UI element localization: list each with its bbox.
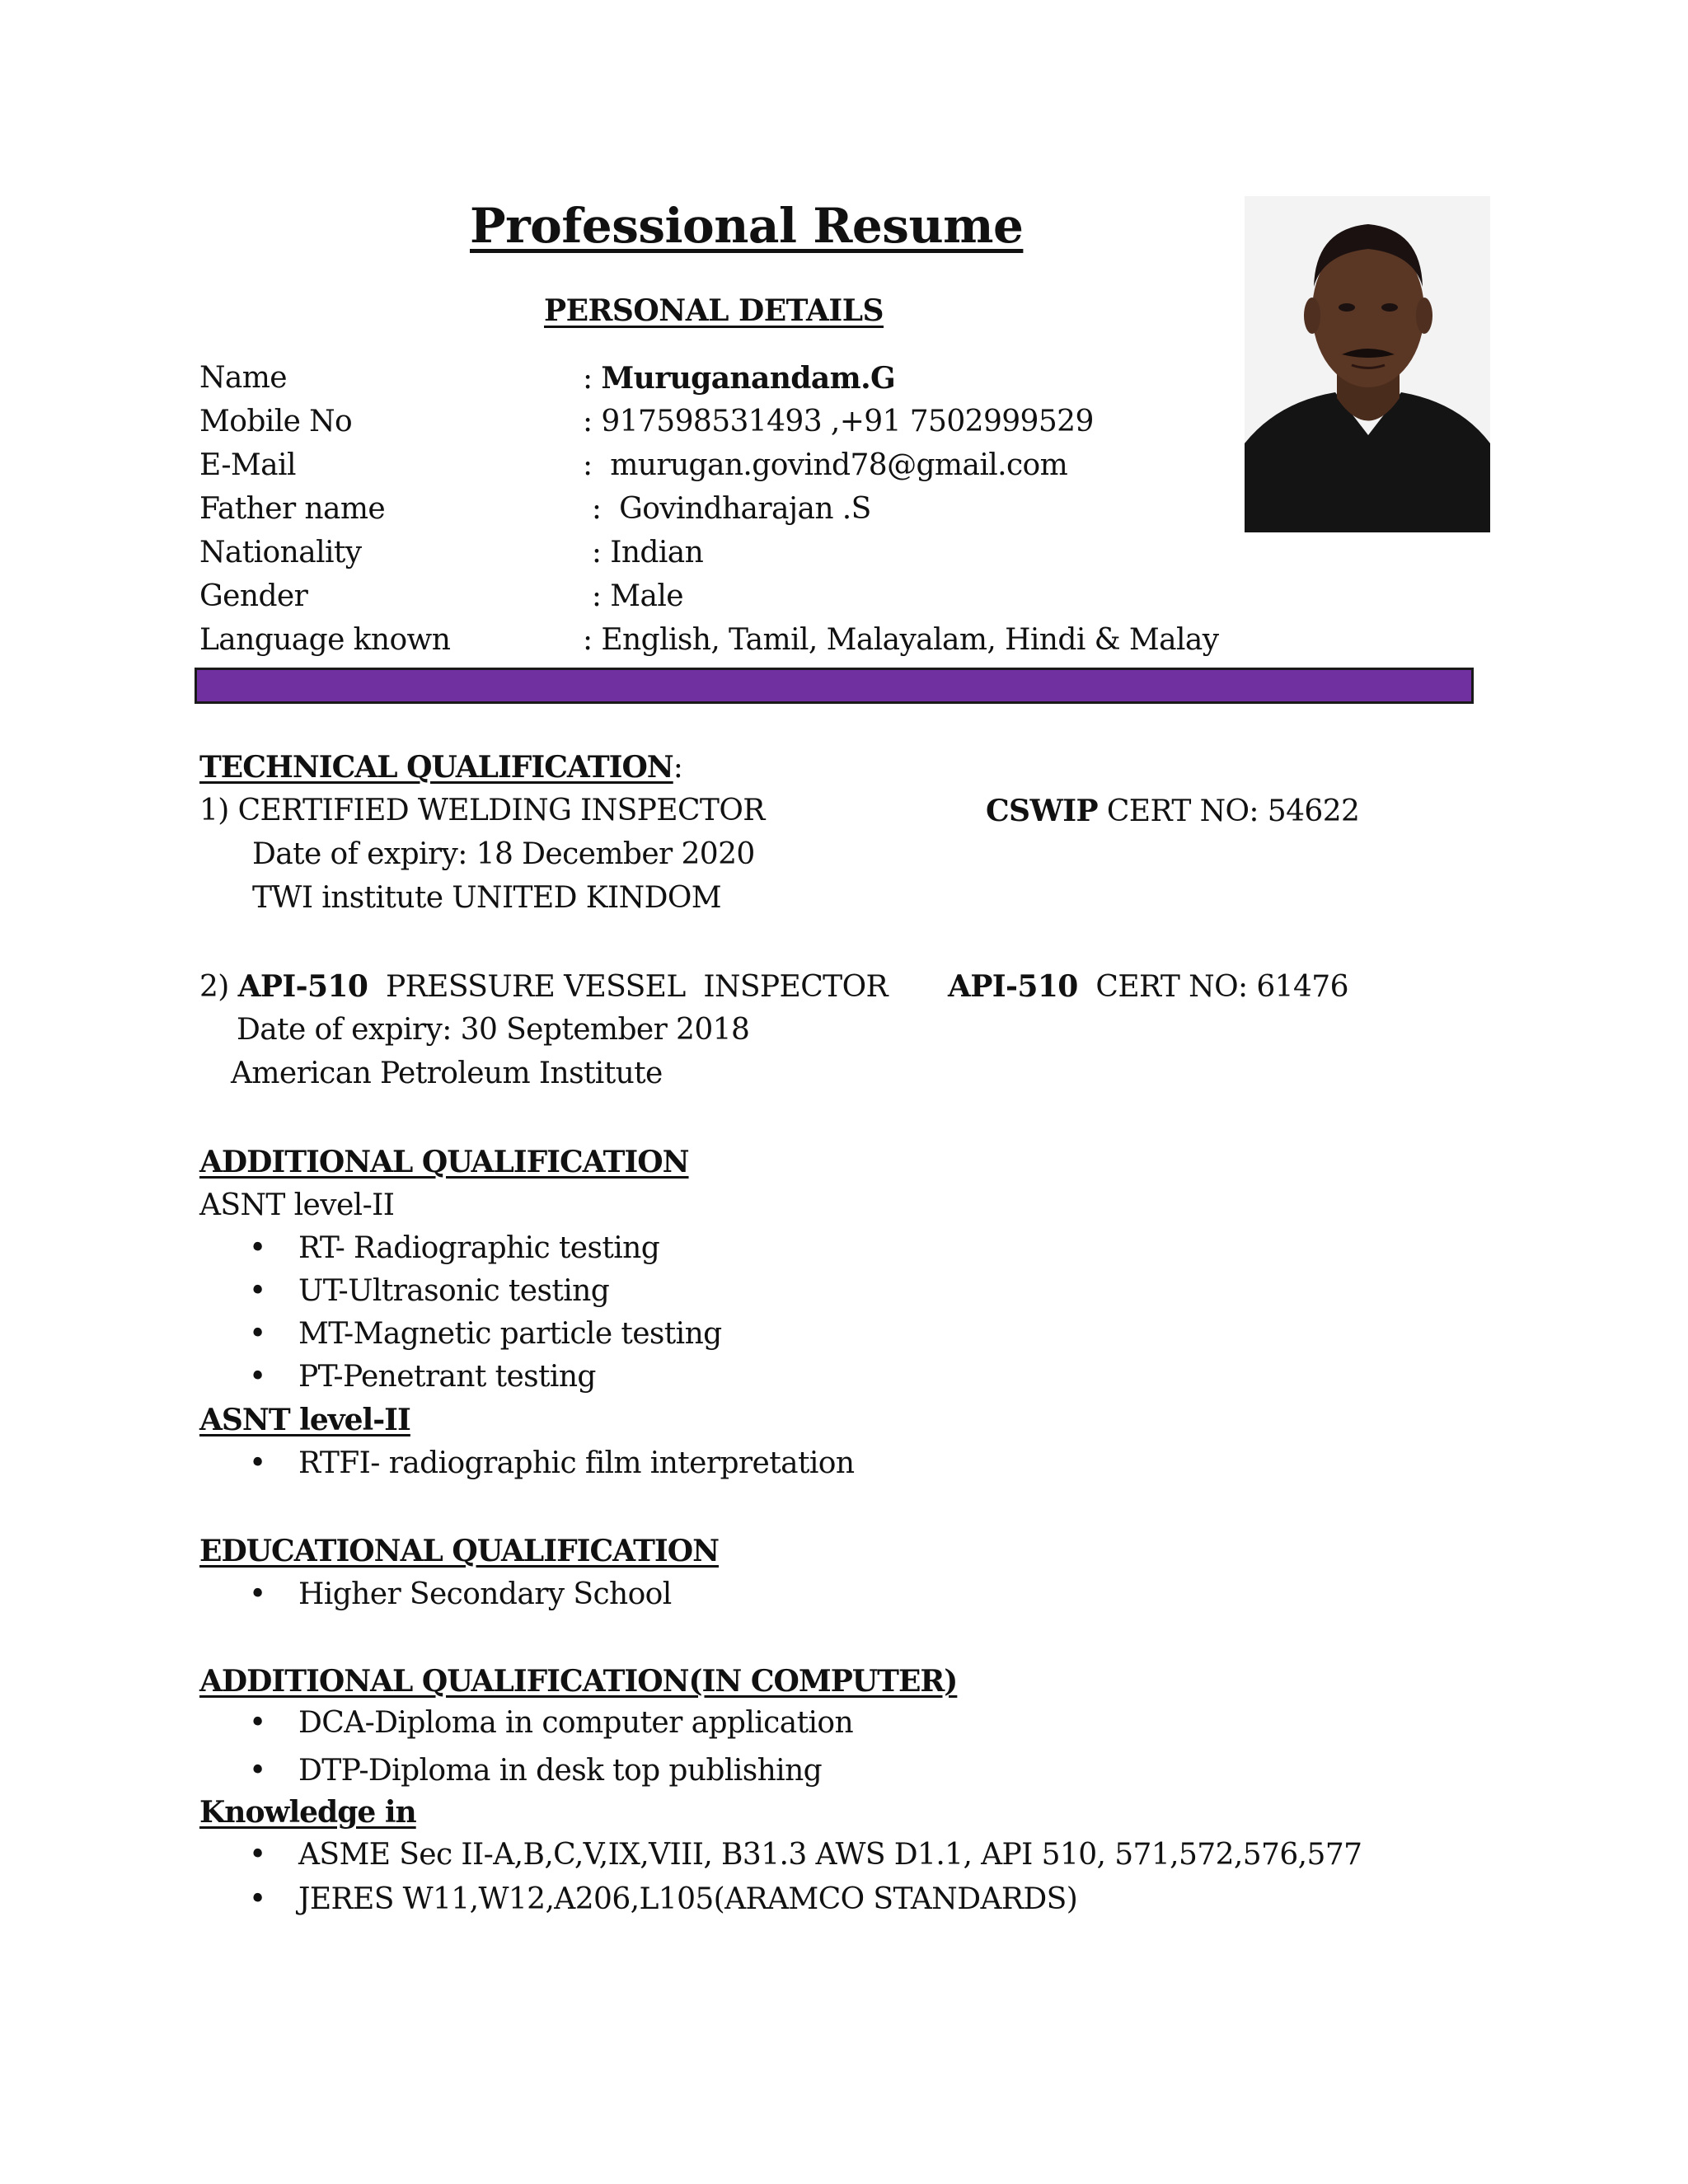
email-value: murugan.govind78@gmail.com: [610, 448, 1068, 482]
personal-details-heading: PERSONAL DETAILS: [544, 293, 884, 328]
list-item-text: UT-Ultrasonic testing: [298, 1274, 610, 1308]
bullet-icon: •: [249, 1754, 266, 1788]
asnt-level2-heading: ASNT level-II: [199, 1403, 410, 1437]
knowledge-heading: Knowledge in: [199, 1795, 416, 1830]
cert2-institute: American Petroleum Institute: [231, 1057, 663, 1090]
cswip-label: CSWIP: [986, 794, 1098, 828]
detail-separator: :: [583, 492, 620, 526]
detail-value: [583, 623, 1219, 657]
name-value: Muruganandam.G: [601, 361, 896, 396]
cert2-number: [948, 969, 1348, 1004]
detail-value: [583, 361, 895, 396]
bullet-icon: •: [249, 1231, 266, 1265]
cert1-institute: TWI institute UNITED KINDOM: [252, 881, 722, 915]
cert1-number-text: CERT NO: 54622: [1098, 794, 1360, 828]
detail-label: Mobile No: [199, 405, 353, 438]
list-item-text: JERES W11,W12,A206,L105(ARAMCO STANDARDS): [298, 1882, 1078, 1916]
cert2-title: [199, 969, 888, 1004]
cert2-title-text: PRESSURE VESSEL INSPECTOR: [368, 970, 888, 1004]
cert2-prefix: 2): [199, 970, 238, 1004]
bullet-icon: •: [249, 1577, 266, 1611]
detail-value: [583, 579, 683, 613]
detail-label: Nationality: [199, 536, 362, 569]
cert1-title: 1) CERTIFIED WELDING INSPECTOR: [199, 794, 765, 827]
detail-label: Name: [199, 361, 288, 395]
list-item-text: ASME Sec II-A,B,C,V,IX,VIII, B31.3 AWS D1.1, API 510, 571,572,576,577: [298, 1838, 1362, 1872]
gender-value: Male: [610, 579, 683, 613]
detail-separator: :: [583, 536, 611, 569]
technical-qualification-heading: TECHNICAL QUALIFICATION: [199, 750, 673, 785]
bullet-icon: •: [249, 1882, 266, 1916]
list-item-text: DTP-Diploma in desk top publishing: [298, 1754, 823, 1788]
bullet-icon: •: [249, 1360, 266, 1394]
detail-separator: :: [583, 623, 602, 657]
detail-separator: :: [583, 405, 602, 438]
detail-label: Gender: [199, 579, 308, 613]
heading-colon: :: [673, 751, 683, 785]
detail-value: [583, 492, 871, 526]
bullet-icon: •: [249, 1274, 266, 1308]
cert1-expiry: Date of expiry: 18 December 2020: [252, 837, 755, 871]
detail-separator: :: [583, 362, 602, 396]
list-item-text: MT-Magnetic particle testing: [298, 1317, 722, 1351]
section-divider-bar: [195, 668, 1474, 704]
bullet-icon: •: [249, 1317, 266, 1351]
api510-cert-label: API-510: [948, 969, 1078, 1004]
additional-qualification-heading: ADDITIONAL QUALIFICATION: [199, 1145, 689, 1179]
list-item-text: RTFI- radiographic film interpretation: [298, 1446, 855, 1480]
profile-photo: [1245, 196, 1490, 532]
father-name-value: Govindharajan .S: [619, 492, 871, 526]
cert2-number-text: CERT NO: 61476: [1077, 970, 1348, 1004]
detail-value: [583, 448, 1067, 482]
list-item-text: PT-Penetrant testing: [298, 1360, 596, 1394]
list-item-text: Higher Secondary School: [298, 1577, 672, 1611]
cert2-expiry: Date of expiry: 30 September 2018: [237, 1013, 750, 1047]
asnt-level: ASNT level-II: [199, 1188, 395, 1222]
list-item-text: RT- Radiographic testing: [298, 1231, 660, 1265]
detail-separator: :: [583, 448, 611, 482]
mobile-value: 917598531493 ,+91 7502999529: [601, 405, 1094, 438]
bullet-icon: •: [249, 1838, 266, 1872]
detail-label: Language known: [199, 623, 451, 657]
language-value: English, Tamil, Malayalam, Hindi & Malay: [601, 623, 1219, 657]
detail-value: [583, 405, 1094, 438]
detail-label: E-Mail: [199, 448, 296, 482]
detail-value: [583, 536, 703, 569]
bullet-icon: •: [249, 1706, 266, 1740]
cert1-number: [986, 794, 1359, 828]
api510-label: API-510: [237, 969, 368, 1004]
page-title: Professional Resume: [470, 198, 1024, 254]
computer-qualification-heading: ADDITIONAL QUALIFICATION(IN COMPUTER): [199, 1664, 958, 1699]
technical-heading-line: [199, 750, 682, 785]
list-item-text: DCA-Diploma in computer application: [298, 1706, 854, 1740]
detail-separator: :: [583, 579, 611, 613]
educational-qualification-heading: EDUCATIONAL QUALIFICATION: [199, 1534, 719, 1568]
nationality-value: Indian: [610, 536, 704, 569]
detail-label: Father name: [199, 492, 386, 526]
bullet-icon: •: [249, 1446, 266, 1480]
